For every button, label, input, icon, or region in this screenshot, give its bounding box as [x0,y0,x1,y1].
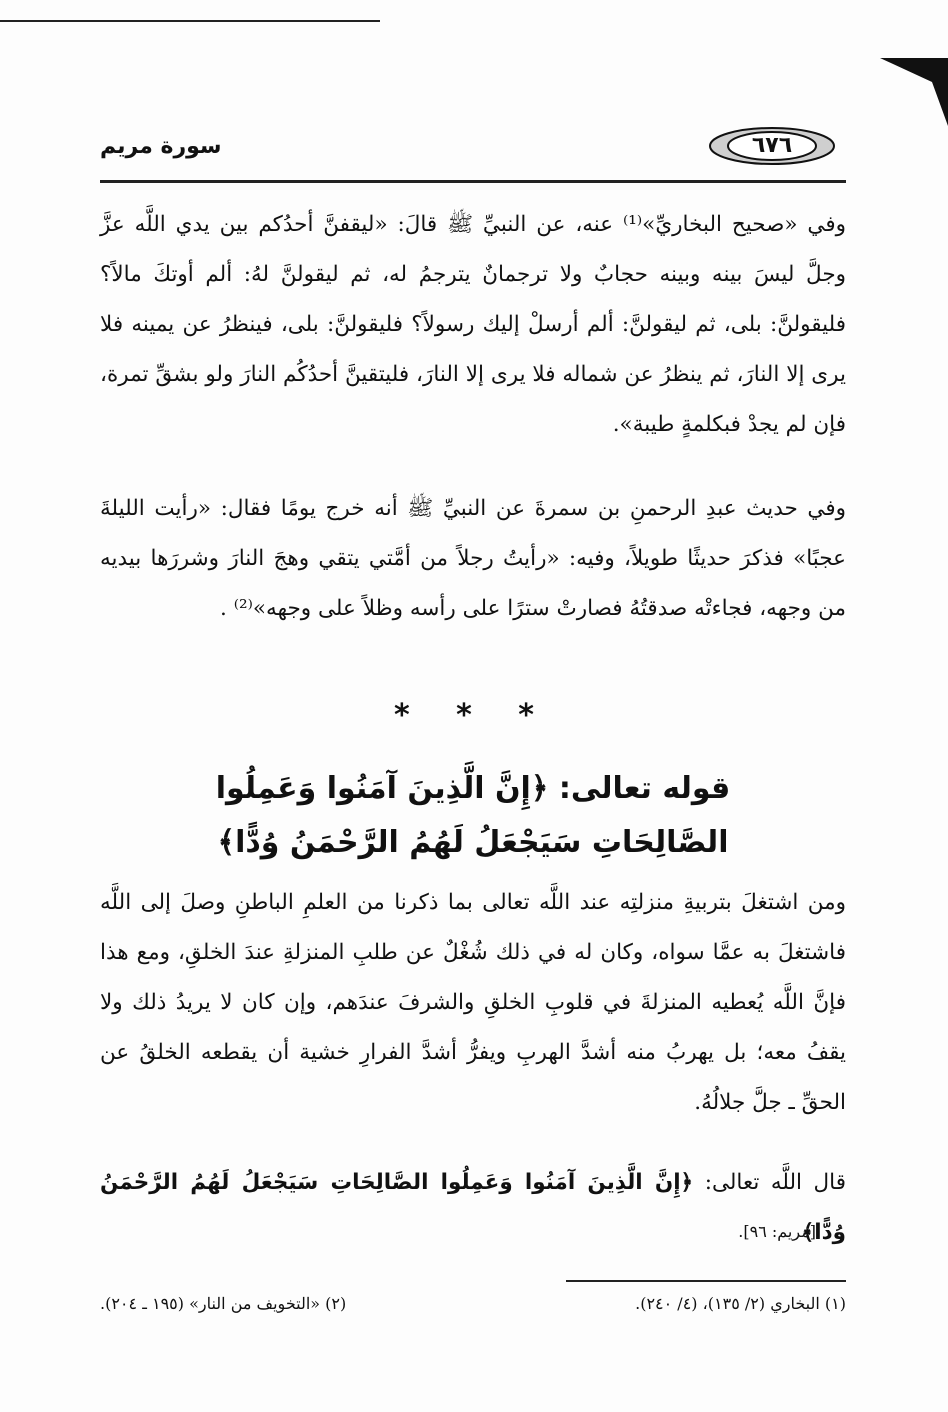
paragraph-commentary: ومن اشتغلَ بتربيةِ منزلتِه عند اللَّه تعالى بما ذكرنا من العلمِ الباطنِ وصلَ إلى اللَّه فاشتغلَ به عمَّا سواه، وكان له في ذلك شُغْلٌ عن طلبِ المنزلةِ عندَ الخلقِ، ومع هذا فإنَّ اللَّه يُعطيه المنزلةَ في قلوبِ الخلقِ والشرفَ عندَهم، وإن كان لا يريدُ ذلك ولا يقفُ معه؛ بل يهربُ منه أشدَّ الهربِ ويفرُّ أشدَّ الفرارِ خشية أن يقطعه الخلقُ عن الحقِّ ـ جلَّ جلالُهُ. [100,890,846,1115]
page-header [100,112,846,182]
verse-citation: [مريم: ٩٦]. [738,1222,816,1241]
paragraph-samura-hadith: وفي حديث عبدِ الرحمنِ بن سمرةَ عن النبيِّ ﷺ أنه خرج يومًا فقال: «رأيت الليلةَ عجبًا» فذكرَ حديثًا طويلاً، وفيه: «رأيتُ رجلاً من أمَّتي يتقي وهجَ النارَ وشررَها بيديه من وجهه، فجاءتْه صدقتُهُ فصارتْ سترًا على رأسه وظلاً على وجهه»⁽²⁾ . [100,496,846,621]
footnote-2: (٢) «التخويف من النار» (١٩٥ ـ ٢٠٤). [100,1294,347,1313]
footnote-1: (١) البخاري (٢/ ١٣٥)، (٤/ ٢٤٠). [635,1294,846,1313]
heading-line-1: قوله تعالى: ﴿إِنَّ الَّذِينَ آمَنُوا وَعَمِلُوا [215,771,731,806]
header-rule [100,180,846,183]
page-number-badge [708,126,836,166]
page-corner-mark [880,58,948,126]
surah-title: سورة مريم [100,134,222,159]
paragraph-bukhari-hadith: وفي «صحيح البخاريِّ»⁽¹⁾ عنه، عن النبيِّ ﷺ قالَ: «ليقفنَّ أحدُكم بين يدي اللَّه عزَّ وجلَّ ليسَ بينه وبينه حجابٌ ولا ترجمانٌ يترجمُ له، ثم ليقولنَّ لهُ: ألم أوتكَ مالاً؟ فليقولنَّ: بلى، ثم ليقولنَّ: ألم أرسلْ إليك رسولاً؟ فليقولنَّ: بلى، فينظرُ عن يمينه فلا يرى إلا النارَ، ثم ينظرُ عن شماله فلا يرى إلا النارَ، فليتقينَّ أحدُكُم النارَ ولو بشقِّ تمرة، فإن لم يجدْ فبكلمةٍ طيبة». [100,212,846,437]
top-edge-line [0,20,380,22]
section-separator-stars: * * * [394,698,552,733]
page-number: ٦٧٦ [751,133,793,158]
verse-intro: قال اللَّه تعالى: [693,1170,847,1195]
paragraph-verse-quote [100,1158,846,1258]
footnotes [100,1294,846,1313]
heading-line-2: الصَّالِحَاتِ سَيَجْعَلُ لَهُمُ الرَّحْمَنُ وُدًّا﴾ [217,825,729,860]
footnote-rule [566,1280,846,1282]
section-heading [100,762,846,870]
verse-text: ﴿إِنَّ الَّذِينَ آمَنُوا وَعَمِلُوا الصَّالِحَاتِ سَيَجْعَلُ لَهُمُ الرَّحْمَنُ وُدًّا﴾ [100,1170,846,1245]
